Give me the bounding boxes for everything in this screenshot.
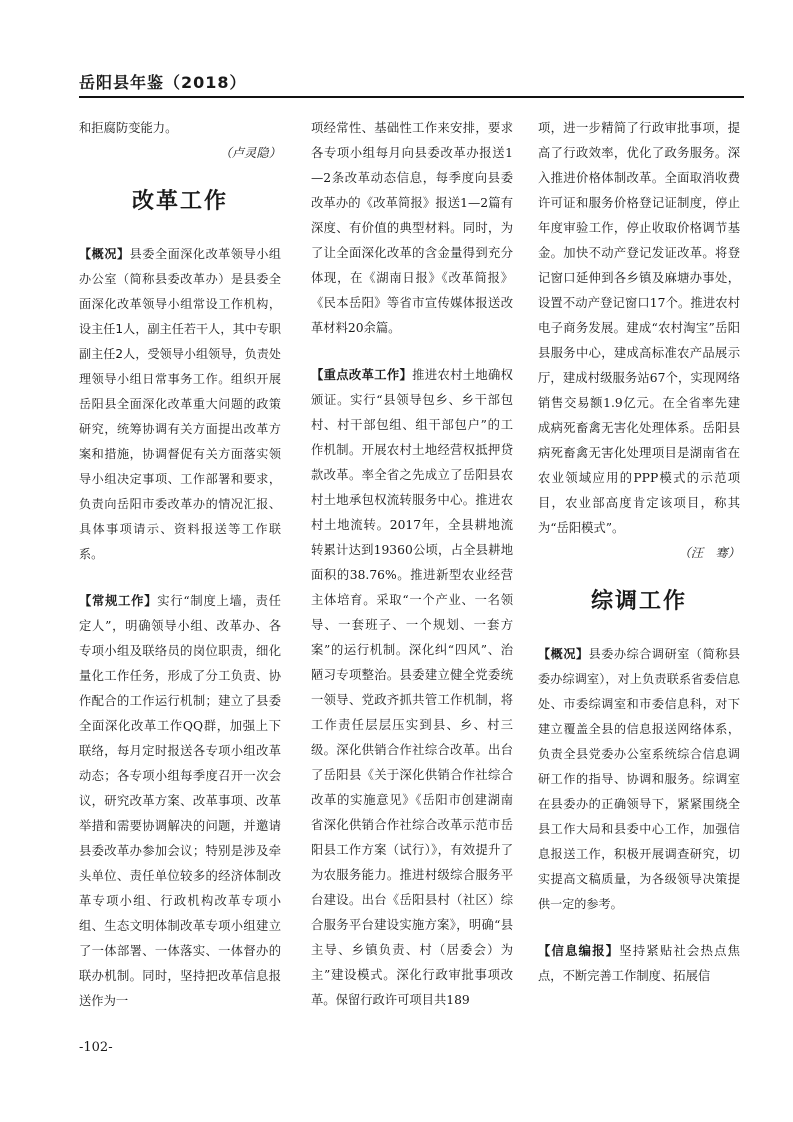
section-title-research: 综调工作 (590, 588, 687, 614)
continuation-paragraph: 项经常性、基础性工作来安排，要求各专项小组每月向县委改革办报送1—2条改革动态信息，每季度向县委改革办的《改革简报》报送1—2篇有深度、有价值的典型材料。同时，为了让全面深化改革的含金量得到充分体现，在《湖南日报》《改革简报》《民本岳阳》等省市宣传媒体报送改革材料20余篇。 (311, 121, 513, 335)
reform-overview-text: 县委全面深化改革领导小组办公室（简称县委改革办）是县委全面深化改革领导小组常设工作机构，设主任1人，副主任若干人，其中专职副主任2人，受领导小组领导，负责处理领导小组日常事务工作。组织开展岳阳县全面深化改革重大问题的政策研究，统筹协调有关方面提出改革方案和措施，协调督促有关方面落实领导小组决定事项、工作部署和要求，负责向岳阳市委改革办的情况汇报、具体事项请示、资料报送等工作联系。 (79, 247, 281, 561)
yearbook-running-header: 岳阳县年鉴（2018） (79, 73, 247, 92)
key-reforms-text: 推进农村土地确权颁证。实行“县领导包乡、乡干部包村、村干部包组、组干部包户”的工作机制。开展农村土地经营权抵押贷款改革。率全省之先成立了岳阳县农村土地承包权流转服务中心。推进农村土地流转。2017年，全县耕地流转累计达到19360公顷，占全县耕地面积的38.76%。推进新型农业经营主体培育。采取“一个产业、一名领导、一套班子、一个规划、一套方案”的运行机制。深化纠“四风”、治陋习专项整治。县委建立健全党委统一领导、党政齐抓共管工作机制，将工作责任层层压实到县、乡、村三级。深化供销合作社综合改革。出台了岳阳县《关于深化供销合作社综合改革的实施意见》《岳阳市创建湖南省深化供销合作社综合改革示范市岳阳县工作方案（试行）》，有效提升了为农服务能力。推进村级综合服务平台建设。出台《岳阳县村（社区）综合服务平台建设实施方案》，明确“县主导、乡镇负责、村（居委会）为主”建设模式。深化行政审批事项改革。保留行政许可项目共189 (311, 368, 513, 1007)
section-title-reform: 改革工作 (131, 188, 228, 214)
page-number: -102- (79, 1040, 113, 1055)
routine-work-text: 实行“制度上墙，责任定人”，明确领导小组、改革办、各专项小组及联络员的岗位职责，细化量化工作任务，形成了分工负责、协作配合的工作运行机制；建立了县委全面深化改革工作QQ群，加强上下联络，每月定时报送各专项小组改革动态；各专项小组每季度召开一次会议，研究改革方案、改革事项、改革举措和需要协调解决的问题，并邀请县委改革办参加会议；特别是涉及牵头单位、责任单位较多的经济体制改革专项小组、行政机构改革专项小组、生态文明体制改革专项小组建立了一体部署、一体落实、一体督办的联办机制。同时，坚持把改革信息报送作为一 (79, 594, 281, 1008)
carryover-paragraph: 和拒腐防变能力。 (79, 121, 178, 135)
reform-overview-label: 【概况】 (79, 247, 130, 261)
author-signature: （汪 骞） (678, 546, 740, 560)
info-compilation-label: 【信息编报】 (538, 944, 620, 958)
reform-overview-paragraph (79, 242, 281, 567)
research-overview-text: 县委办综合调研室（简称县委办综调室），对上负责联系省委信息处、市委综调室和市委信息科，对下建立覆盖全县的信息报送网络体系，负责全县党委办公室系统综合信息调研工作的指导、协调和服务。综调室在县委办的正确领导下，紧紧围绕全县工作大局和县委中心工作，加强信息报送工作，积极开展调查研究，切实提高文稿质量，为各级领导决策提供一定的参考。 (538, 647, 740, 911)
header-divider (79, 96, 744, 98)
key-reforms-label: 【重点改革工作】 (311, 368, 413, 382)
routine-work-paragraph (79, 589, 281, 1014)
info-compilation-paragraph (538, 939, 740, 989)
column-3 (538, 116, 740, 989)
key-reforms-paragraph (311, 363, 513, 1013)
info-compilation-text: 坚持紧贴社会热点焦点，不断完善工作制度、拓展信 (538, 944, 740, 983)
research-overview-paragraph (538, 642, 740, 917)
research-overview-label: 【概况】 (538, 647, 589, 661)
routine-work-label: 【常规工作】 (79, 594, 158, 608)
continuation-paragraph: 项，进一步精简了行政审批事项，提高了行政效率，优化了政务服务。深入推进价格体制改革。全面取消收费许可证和服务价格登记证制度，停止年度审验工作，停止收取价格调节基金。加快不动产登记发证改革。将登记窗口延伸到各乡镇及麻塘办事处，设置不动产登记窗口17个。推进农村电子商务发展。建成“农村淘宝”岳阳县服务中心，建成高标准农产品展示厅，建成村级服务站67个，实现网络销售交易额1.9亿元。在全省率先建成病死畜禽无害化处理体系。岳阳县病死畜禽无害化处理项目是湖南省在农业领域应用的PPP模式的示范项目，农业部高度肯定该项目，称其为“岳阳模式”。 (538, 121, 740, 535)
column-1 (79, 116, 281, 1014)
author-signature: （卢灵隐） (219, 146, 281, 160)
column-2 (311, 116, 513, 1013)
